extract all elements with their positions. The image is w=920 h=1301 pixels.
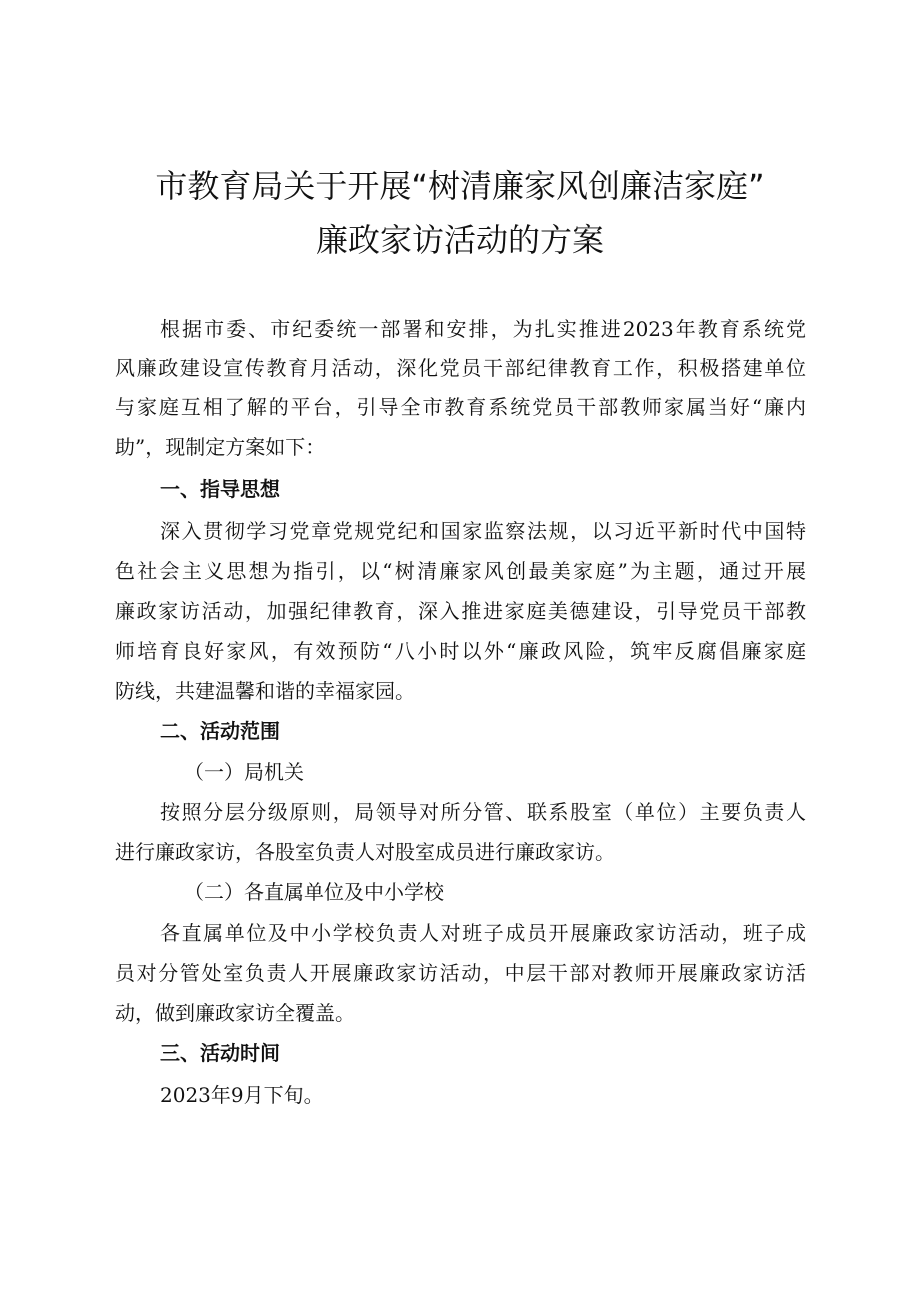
- section1-line-3: 廉政家访活动，加强纪律教育，深入推进家庭美德建设，引导党员干部教: [115, 599, 806, 623]
- sub2-line-3: 动，做到廉政家访全覆盖。: [115, 1001, 355, 1025]
- intro-line-4: 助”，现制定方案如下：: [115, 435, 326, 459]
- document-title-line-2: 廉政家访活动的方案: [315, 221, 604, 259]
- intro-line-2: 风廉政建设宣传教育月活动，深化党员干部纪律教育工作，积极搭建单位: [115, 356, 806, 380]
- document-title-line-1: 市教育局关于开展“树清廉家风创廉洁家庭”: [155, 167, 765, 205]
- section-heading-activity-time: 三、活动时间: [160, 1041, 280, 1065]
- section1-line-2: 色社会主义思想为指引，以“树清廉家风创最美家庭”为主题，通过开展: [115, 559, 806, 583]
- section3-line-1: 2023年9月下旬。: [160, 1083, 324, 1107]
- sub2-line-1: 各直属单位及中小学校负责人对班子成员开展廉政家访活动，班子成: [160, 921, 806, 945]
- section-heading-activity-scope: 二、活动范围: [160, 719, 280, 743]
- section1-line-1: 深入贯彻学习党章党规党纪和国家监察法规，以习近平新时代中国特: [160, 519, 806, 543]
- sub1-line-1: 按照分层分级原则，局领导对所分管、联系股室（单位）主要负责人: [160, 800, 806, 824]
- section1-line-4: 师培育良好家风，有效预防“八小时以外“廉政风险，筑牢反腐倡廉家庭: [115, 639, 806, 663]
- subsection-heading-bureau: （一）局机关: [184, 760, 304, 784]
- sub2-line-2: 员对分管处室负责人开展廉政家访活动，中层干部对教师开展廉政家访活: [115, 961, 806, 985]
- subsection-heading-schools: （二）各直属单位及中小学校: [184, 880, 444, 904]
- sub1-line-2: 进行廉政家访，各股室负责人对股室成员进行廉政家访。: [115, 840, 615, 864]
- section1-line-5: 防线，共建温馨和谐的幸福家园。: [115, 679, 415, 703]
- intro-line-1: 根据市委、市纪委统一部署和安排，为扎实推进2023年教育系统党: [160, 317, 806, 341]
- intro-line-3: 与家庭互相了解的平台，引导全市教育系统党员干部教师家属当好“廉内: [115, 395, 806, 419]
- section-heading-guiding-thought: 一、指导思想: [160, 477, 280, 501]
